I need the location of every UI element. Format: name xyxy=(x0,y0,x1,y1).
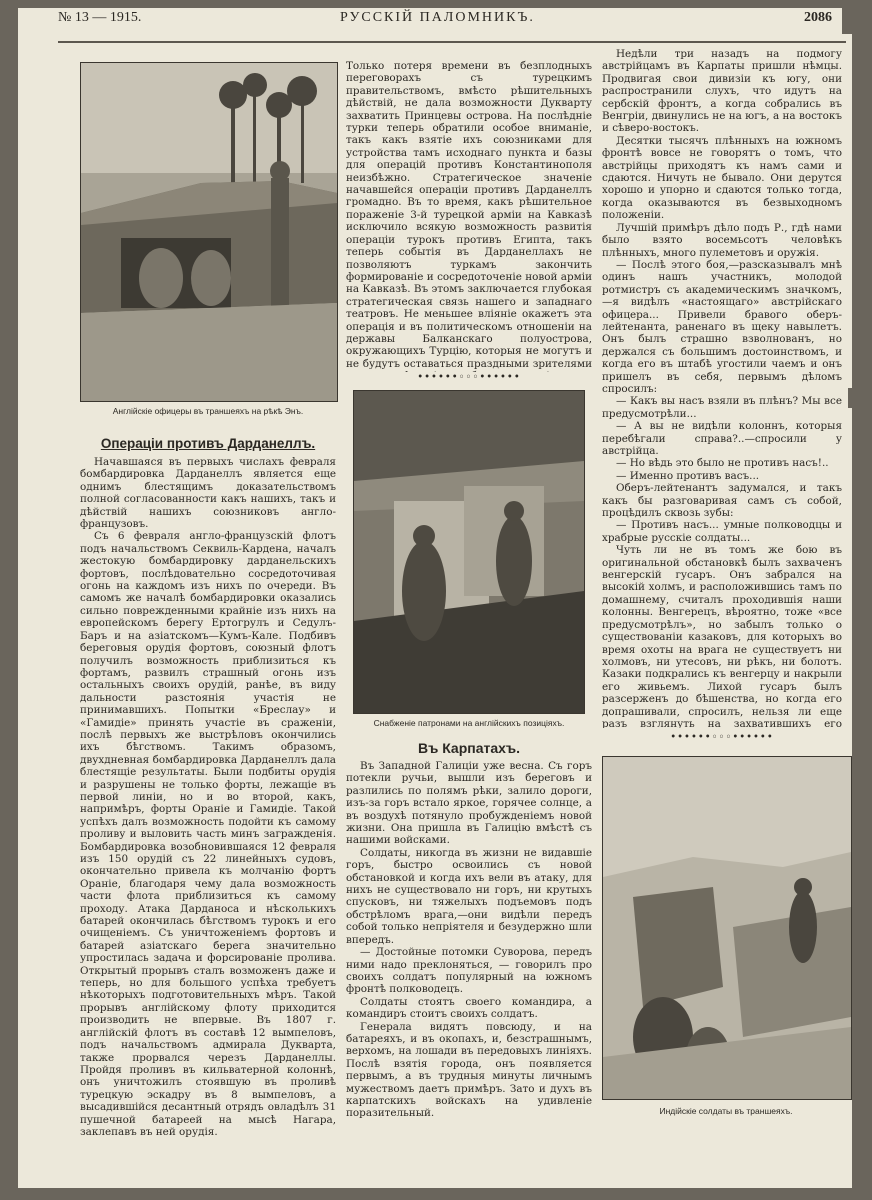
paragraph: Чуть ли не въ томъ же бою въ оригинальной обстановкѣ былъ захваченъ венгерскій гусаръ. Онъ забрался на высокій холмъ, и расположившись тамъ по домашнему, считалъ проходившія наши колонны. Венгерецъ, вѣроятно, тоже «все предусмотрѣлъ», но забылъ только о существованіи казаковъ, для которыхъ во время охоты на врага не существуетъ ни холмовъ, ни утесовъ, ни рѣкъ, ни болотъ. Казаки подкрались къ венгерцу и накрыли его живьемъ. Лихой гусаръ былъ разсерженъ до бѣшенства, но когда его допрашивали, спросилъ, нельзя ли еще разъ взглянуть на захватившихъ его xyxy=(602,544,842,728)
paragraph: — Послѣ этого боя,—разсказывалъ мнѣ одинъ нашъ участникъ, молодой ротмистръ съ академическимъ значкомъ,—я видѣлъ «настоящаго» австрійскаго офицера... Привели бравого оберъ-лейтенанта, раненаго въ щеку навылетъ. Онъ былъ страшно взволнованъ, но держался съ большимъ достоинствомъ, и когда его въ штабѣ угостили чаемъ и онъ пришелъ въ себя, первымъ дѣломъ спросилъ: xyxy=(602,258,842,395)
photo-caption: Индійскіе солдаты въ траншеяхъ. xyxy=(659,1106,793,1116)
paragraph: — А вы не видѣли колоннъ, которыя перебѣгали справа?..—спросили у австрійца. xyxy=(602,420,842,457)
paragraph: — Именно противъ васъ... xyxy=(616,469,760,482)
paragraph: Съ 6 февраля англо-французскій флотъ подъ начальствомъ Секвиль-Кардена, началъ жестокую бомбардировку дарданельскихъ фортовъ, послѣдовательно сосредоточивая огонь на каждомъ изъ нихъ по очереди. Въ самомъ же началѣ бомбардировки оказались сильно поврежденными крайніе изъ нихъ на европейскомъ берегу Ертогрулъ и Седулъ-Баръ и на азіатскомъ—Кумъ-Кале. Подбивъ береговыя орудія фортовъ, союзный флотъ получилъ возможность приблизиться къ фортамъ, развилъ страшный огонь изъ остальныхъ своихъ орудій, ранѣе, въ виду дальности разстоянія участія не принимавшихъ. Попытки «Бреслау» и «Гамидіе» принять участіе въ сраженіи, послѣ первыхъ же выстрѣловъ окончились ихъ бѣгствомъ. Такимъ образомъ, двухдневная бомбардировка Дарданеллъ дала блестящіе результаты. Были подбиты орудія и разрушены не только форты, лежащіе въ первой линіи, но и во второй, какъ, напримѣръ, форты Оранiе и Гамидіе. Такой успѣхъ далъ возможность подойти къ самому проливу и выловить часть минъ загражденія. Бомбардировка возобновившаяся 12 февраля изъ 150 орудій съ 22 линейныхъ судовъ, окончательно привела къ молчанію фортъ Оранiе, благодаря чему дала возможность части флота приблизиться къ самому проходу. Атака Дарданоса и нѣсколькихъ батарей окончилась бѣгствомъ турокъ и его очищеніемъ. Съ уничтоженіемъ фортовъ и батарей азіатскаго берега значительно упростилась задача и форсированіе пролива. Открытый прорывъ сталъ возможенъ даже и теперь, но для большого успѣха требуетъ нѣкоторыхъ подготовительныхъ мѣръ. Такой прорывъ англійскому флоту приходится производить не впервые. Въ 1807 г. англійскій флотъ въ составѣ 12 вымпеловъ, подъ начальствомъ адмирала Дукварта, также прорвался черезъ Дарданеллы. Пройдя проливъ въ кильватерной колоннѣ, онъ уничтожилъ стоявшую въ проливѣ турецкую эскадру въ 8 вымпеловъ, а высадившійся десантный отрядъ овладѣлъ 31 пушечной батареей на мысѣ Нагара, заклепавъ въ ней орудія. xyxy=(80,530,336,1138)
header-rule xyxy=(58,41,846,43)
photo-officers-trench xyxy=(80,62,338,402)
journal-title: РУССКІЙ ПАЛОМНИКЪ. xyxy=(340,10,535,25)
paragraph: — Достойные потомки Суворова, передъ ними надо преклоняться, — говорилъ про своихъ солдатъ популярный на южномъ фронтѣ полководецъ. xyxy=(346,946,592,996)
torn-edge xyxy=(842,8,852,34)
photo-caption: Снабженіе патронами на англійскихъ позиціяхъ. xyxy=(373,718,565,728)
article-body-col2 xyxy=(346,760,592,1180)
paragraph: Солдаты стоятъ своего командира, а командиръ стоитъ своихъ солдатъ. xyxy=(346,995,592,1021)
paragraph: — Какъ вы насъ взяли въ плѣнъ? Мы все предусмотрѣли... xyxy=(602,395,842,420)
paragraph: Начавшаяся въ первыхъ числахъ февраля бомбардировка Дарданеллъ является еще однимъ блестящимъ доказательствомъ полной согласованности какъ нашихъ, такъ и дѣйствій нашихъ союзниковъ англо-французовъ. xyxy=(80,456,336,531)
issue-number: № 13 — 1915. xyxy=(58,10,142,25)
paragraph: Десятки тысячъ плѣнныхъ на южномъ фронтѣ вовсе не говорятъ о томъ, что австрійцы приходятъ къ намъ сами и сдаются. Ничуть не бывало. Они дерутся хорошо и упорно и сдаются только тогда, когда оказываются въ безвыходномъ положеніи. xyxy=(602,134,842,222)
paragraph: Солдаты, никогда въ жизни не видавшіе горъ, быстро освоились съ новой обстановкой и когда ихъ вели въ атаку, для нихъ не существовало ни горъ, ни крутыхъ спусковъ, ни тяжелыхъ подъемовъ подъ обстрѣломъ врага,—они видѣли передъ собой только непріятеля и безудержно шли впередъ. xyxy=(346,846,592,946)
paragraph: — Но вѣдь это было не противъ насъ!.. xyxy=(616,457,829,470)
page-number: 2086 xyxy=(804,10,832,25)
paragraph: Недѣли три назадъ на подмогу австрійцамъ въ Карпаты пришли нѣмцы. Продвигая свои дивизіи къ югу, они распространили слухъ, что идутъ на сербскій фронтъ, а когда собрались въ Венгріи, двинулись не на югъ, а на востокъ и сѣверо-востокъ. xyxy=(602,48,842,135)
paragraph: Генерала видятъ повсюду, и на батареяхъ, и въ окопахъ, и, безстрашнымъ, верхомъ, на лошади въ передовыхъ линіяхъ. Послѣ взятія города, онъ появляется первымъ, а въ трудныя минуты личнымъ мужествомъ даетъ примѣръ. Зато и духъ въ карпатскихъ войскахъ на удивленіе поразительный. xyxy=(346,1020,592,1120)
article-body-col3 xyxy=(602,48,842,728)
ornament-divider: ••••••◦◦◦•••••• xyxy=(670,732,774,743)
paragraph: Оберъ-лейтенантъ задумался, и такъ какъ бы разговаривая самъ съ собой, процѣдилъ сквозь зубы: xyxy=(602,482,842,520)
photo-caption: Англійскіе офицеры въ траншеяхъ на рѣкѣ Энъ. xyxy=(112,406,304,416)
torn-edge xyxy=(848,388,852,408)
paragraph: Лучшій примѣръ дѣло подъ Р., гдѣ нами было взято восемьсотъ человѣкъ плѣнныхъ, много пулеметовъ и оружія. xyxy=(602,221,842,259)
article-title: Въ Карпатахъ. xyxy=(417,740,521,756)
photo-indian-soldiers xyxy=(602,756,852,1100)
paragraph: — Противъ насъ... умные полководцы и храбрые русскіе солдаты... xyxy=(602,519,842,544)
article-body-col1 xyxy=(80,456,336,1176)
paragraph: Только потеря времени въ безплодныхъ переговорахъ съ турецкимъ правительствомъ, вмѣсто рѣшительныхъ дѣйствій, не дала возможности Дукварту захватить Принцевы острова. На послѣдніе турки теперь обратили особое вниманіе, такъ какъ взятіе ихъ союзниками для устройства тамъ исходнаго пункта и базы для операцій противъ Константинополя неизбѣжно. Стратегическое значеніе начавшейся операціи противъ Дарданеллъ громадно. Въ то время, какъ рѣшительное пораженіе 3-й турецкой арміи на Кавказѣ исключило всякую возможность развитія операціи турокъ противъ Египта, такъ теперь событія въ Дарданеллахъ не позволяютъ туркамъ закончить формированіе и сосредоточеніе новой арміи на Кавказѣ. Въ этомъ заключается глубокая стратегическая связь нашего и западнаго театровъ. Не меньшее вліяніе окажетъ эта операція и въ политическомъ отношеніи на державы Балканскаго полуострова, окружающихъ Турцію, которыя не могутъ и не будутъ оставаться праздными зрителями xyxy=(346,60,592,370)
newspaper-page xyxy=(18,8,852,1188)
article-body-col2-top xyxy=(346,60,592,372)
ornament-divider: ••••••◦◦◦•••••• xyxy=(417,372,521,383)
photo-ammunition-supply xyxy=(353,390,585,714)
paragraph: Въ Западной Галиціи уже весна. Съ горъ потекли ручьи, вышли изъ береговъ и разлились по полямъ рѣки, залило дороги, изъ-за горъ встало яркое, горячее солнце, а въ воздухѣ потянуло пробужденіемъ новой жизни. Она пришла въ Галицію вмѣстѣ съ нашими войсками. xyxy=(346,760,592,847)
article-title: Операціи противъ Дарданеллъ. xyxy=(100,436,316,451)
